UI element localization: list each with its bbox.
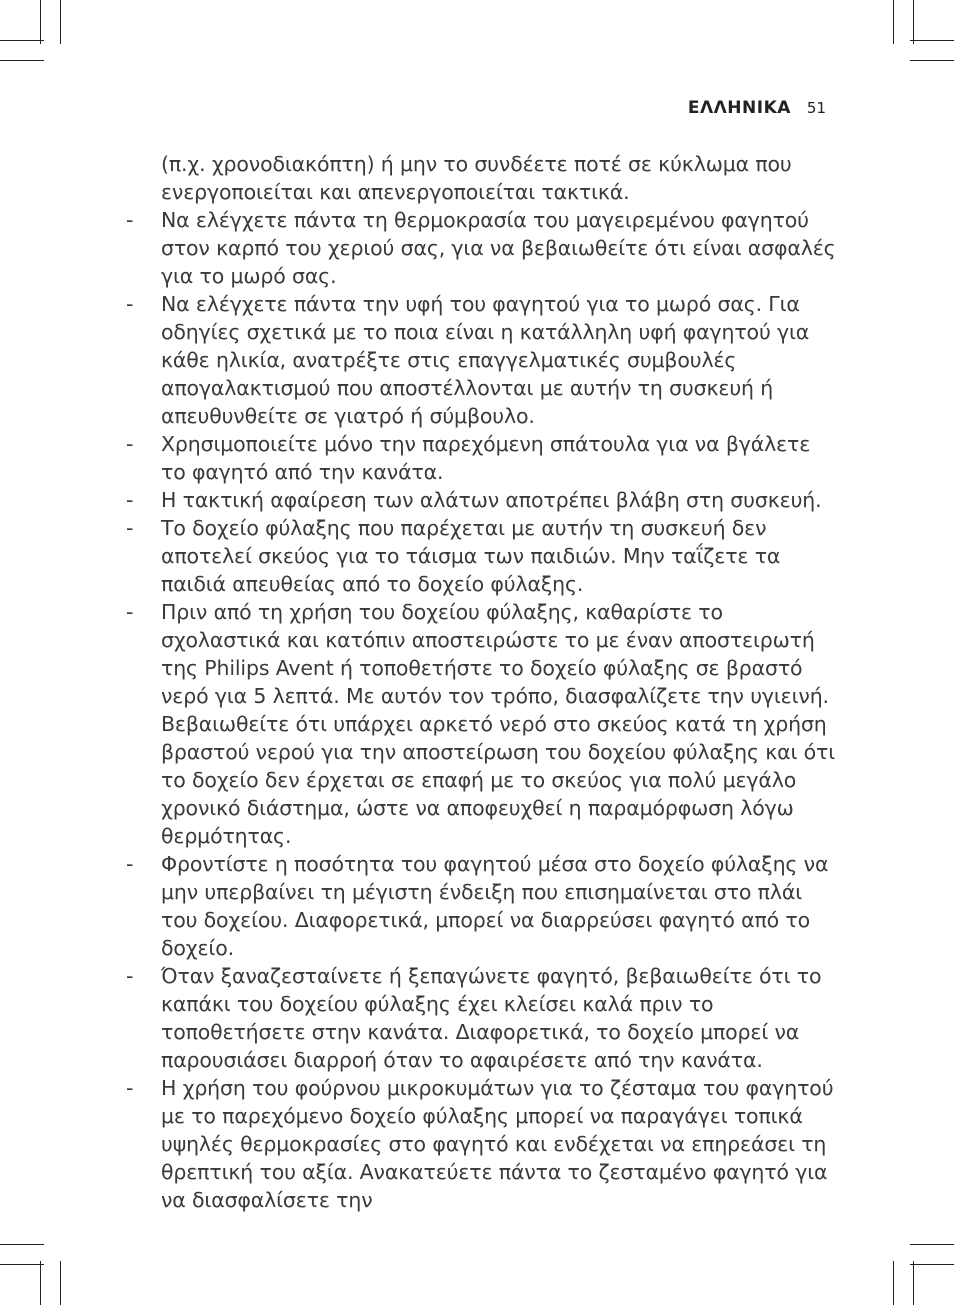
list-item <box>126 850 836 962</box>
crop-mark <box>60 0 61 44</box>
crop-mark <box>910 1244 954 1245</box>
list-item-text: Χρησιμοποιείτε μόνο την παρεχόμενη σπάτουλα για να βγάλετε το φαγητό από την κανάτα. <box>161 432 811 484</box>
crop-mark <box>0 40 44 41</box>
crop-mark <box>893 0 894 44</box>
list-item-text: Η χρήση του φούρνου μικροκυμάτων για το ζέσταμα του φαγητού με το παρεχόμενο δοχείο φύλαξης μπορεί να παραγάγει τοπικά υψηλές θερμοκρασίες στο φαγητό και ενδέχεται να επηρεάσει τη θρεπτική του αξία. Ανακατεύετε πάντα το ζεσταμένο φαγητό για να διασφαλίσετε την <box>161 1076 834 1212</box>
list-item <box>126 962 836 1074</box>
language-label: ΕΛΛΗΝΙΚΑ <box>687 98 791 118</box>
bullet-dash: - <box>126 600 134 624</box>
list-item-text: Φροντίστε η ποσότητα του φαγητού μέσα στο δοχείο φύλαξης να μην υπερβαίνει τη μέγιστη ένδειξη που επισημαίνεται στο πλάι του δοχείου. Διαφορετικά, μπορεί να διαρρεύσει φαγητό από το δοχείο. <box>161 852 829 960</box>
list-item <box>126 486 836 514</box>
list-item <box>126 206 836 290</box>
bullet-dash: - <box>126 516 134 540</box>
safety-list <box>126 206 836 1214</box>
continuation-paragraph: (π.χ. χρονοδιακόπτη) ή μην το συνδέετε ποτέ σε κύκλωμα που ενεργοποιείται και απενεργοποιείται τακτικά. <box>161 152 792 204</box>
crop-mark <box>40 0 41 44</box>
bullet-dash: - <box>126 432 134 456</box>
bullet-dash: - <box>126 1076 134 1100</box>
list-item <box>126 1074 836 1214</box>
crop-mark <box>910 1264 954 1265</box>
list-item-text: Όταν ξαναζεσταίνετε ή ξεπαγώνετε φαγητό, βεβαιωθείτε ότι το καπάκι του δοχείου φύλαξης έχει κλείσει καλά πριν το τοποθετήσετε στην κανάτα. Διαφορετικά, το δοχείο μπορεί να παρουσιάσει διαρροή όταν το αφαιρέσετε από την κανάτα. <box>161 964 822 1072</box>
crop-mark <box>0 1264 44 1265</box>
list-item <box>126 430 836 486</box>
instructions-body <box>126 150 836 1214</box>
list-item-text: Το δοχείο φύλαξης που παρέχεται με αυτήν τη συσκευή δεν αποτελεί σκεύος για το τάισμα των παιδιών. Μην ταΐζετε τα παιδιά απευθείας από το δοχείο φύλαξης. <box>161 516 781 596</box>
crop-mark <box>913 1261 914 1305</box>
crop-mark <box>40 1261 41 1305</box>
bullet-dash: - <box>126 488 134 512</box>
crop-mark <box>0 60 44 61</box>
crop-mark <box>913 0 914 44</box>
list-item <box>126 514 836 598</box>
crop-mark <box>60 1261 61 1305</box>
crop-mark <box>910 60 954 61</box>
bullet-dash: - <box>126 852 134 876</box>
list-item <box>126 290 836 430</box>
list-item-text: Να ελέγχετε πάντα την υφή του φαγητού για το μωρό σας. Για οδηγίες σχετικά με το ποια είναι η κατάλληλη υφή φαγητού για κάθε ηλικία, ανατρέξτε στις επαγγελματικές συμβουλές απογαλακτισμού που αποστέλλονται με αυτήν τη συσκευή ή απευθυνθείτε σε γιατρό ή σύμβουλο. <box>161 292 810 428</box>
bullet-dash: - <box>126 292 134 316</box>
crop-mark <box>910 40 954 41</box>
list-item <box>126 598 836 850</box>
crop-mark <box>893 1261 894 1305</box>
list-item-text: Η τακτική αφαίρεση των αλάτων αποτρέπει βλάβη στη συσκευή. <box>161 488 822 512</box>
crop-mark <box>0 1244 44 1245</box>
bullet-dash: - <box>126 964 134 988</box>
page-number: 51 <box>806 99 826 117</box>
bullet-dash: - <box>126 208 134 232</box>
list-item-text: Να ελέγχετε πάντα τη θερμοκρασία του μαγειρεμένου φαγητού στον καρπό του χεριού σας, για να βεβαιωθείτε ότι είναι ασφαλές για το μωρό σας. <box>161 208 836 288</box>
page-header <box>688 98 826 118</box>
list-item-text: Πριν από τη χρήση του δοχείου φύλαξης, καθαρίστε το σχολαστικά και κατόπιν αποστειρώστε το με έναν αποστειρωτή της Philips Avent ή τοποθετήστε το δοχείο φύλαξης σε βραστό νερό για 5 λεπτά. Με αυτόν τον τρόπο, διασφαλίζετε την υγιεινή. Βεβαιωθείτε ότι υπάρχει αρκετό νερό στο σκεύος κατά τη χρήση βραστού νερού για την αποστείρωση του δοχείου φύλαξης και ότι το δοχείο δεν έρχεται σε επαφή με το σκεύος για πολύ μεγάλο χρονικό διάστημα, ώστε να αποφευχθεί η παραμόρφωση λόγω θερμότητας. <box>161 600 836 848</box>
